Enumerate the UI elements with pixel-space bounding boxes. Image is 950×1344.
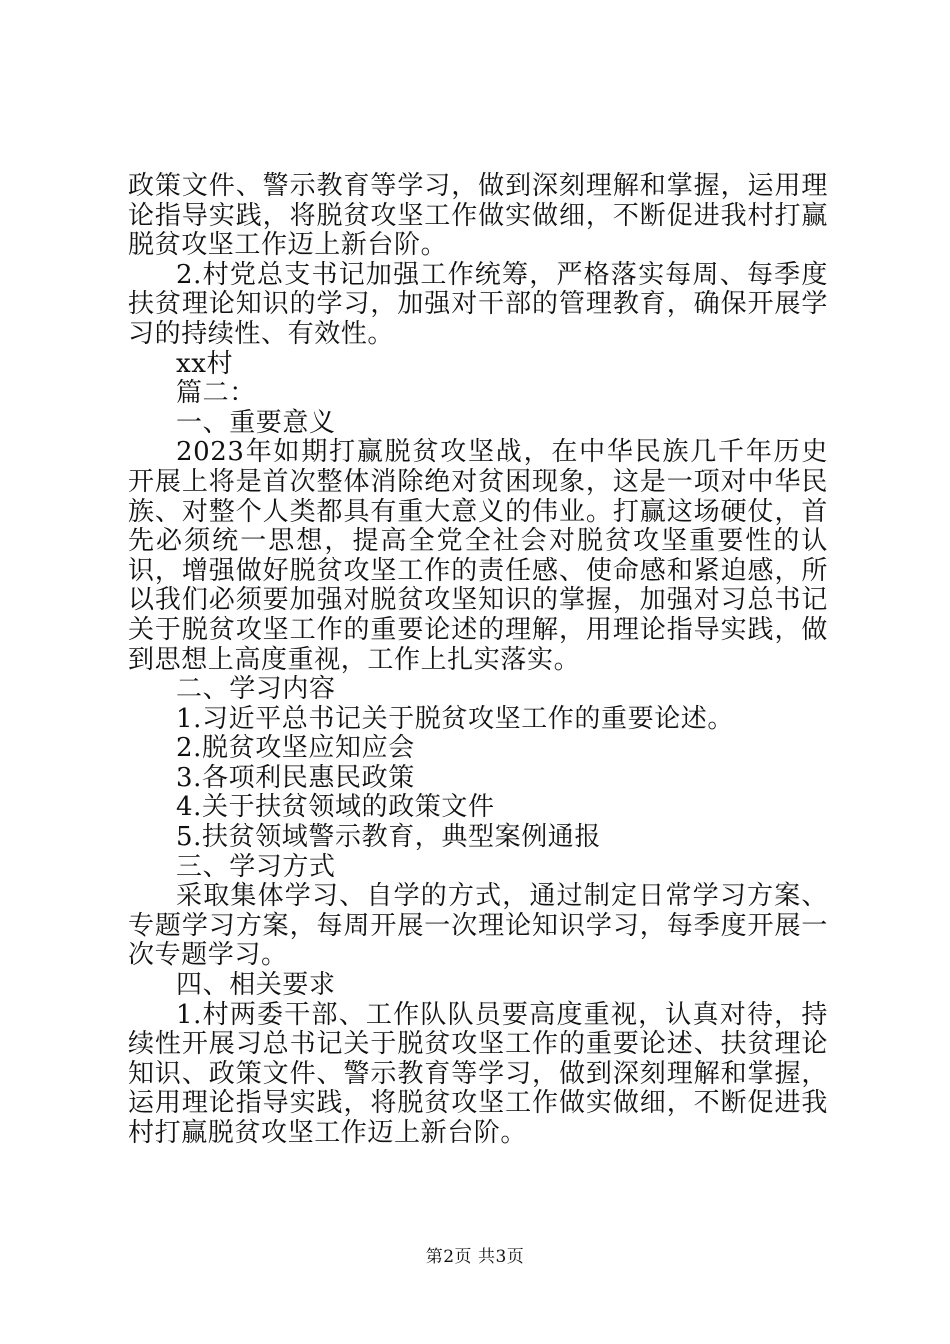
paragraph-requirement-1: 1.村两委干部、工作队队员要高度重视，认真对待，持续性开展习总书记关于脱贫攻坚工作的重要论述、扶贫理论知识、政策文件、警示教育等学习，做到深刻理解和掌握，运用理论指导实践，将脱贫攻坚工作做实做细，不断促进我村打赢脱贫攻坚工作迈上新台阶。 (128, 999, 828, 1148)
section-heading-method: 三、学习方式 (176, 851, 336, 882)
section-heading-content: 二、学习内容 (176, 674, 336, 705)
paragraph-importance: 2023年如期打赢脱贫攻坚战，在中华民族几千年历史开展上将是首次整体消除绝对贫困现象，这是一项对中华民族、对整个人类都具有重大意义的伟业。打赢这场硬仗，首先必须统一思想，提高全党全社会对脱贫攻坚重要性的认识，增强做好脱贫攻坚工作的责任感、使命感和紧迫感，所以我们必须要加强对脱贫攻坚知识的掌握，加强对习总书记关于脱贫攻坚工作的重要论述的理解，用理论指导实践，做到思想上高度重视，工作上扎实落实。 (128, 437, 828, 675)
section-heading-requirements: 四、相关要求 (176, 970, 336, 1001)
paragraph-requirement-2: 2.村党总支书记加强工作统筹，严格落实每周、每季度扶贫理论知识的学习，加强对干部的管理教育，确保开展学习的持续性、有效性。 (128, 259, 828, 349)
paragraph-method: 采取集体学习、自学的方式，通过制定日常学习方案、专题学习方案，每周开展一次理论知识学习，每季度开展一次专题学习。 (128, 881, 828, 971)
paragraph-continuation: 政策文件、警示教育等学习，做到深刻理解和掌握，运用理论指导实践，将脱贫攻坚工作做实做细，不断促进我村打赢脱贫攻坚工作迈上新台阶。 (128, 171, 828, 261)
list-item-content-4: 4.关于扶贫领域的政策文件 (176, 792, 495, 823)
section-heading-part-two: 篇二： (176, 378, 256, 409)
page-number-footer: 第2页 共3页 (425, 1247, 525, 1267)
paragraph-village-signature: xx村 (176, 348, 234, 379)
list-item-content-1: 1.习近平总书记关于脱贫攻坚工作的重要论述。 (176, 703, 735, 734)
list-item-content-5: 5.扶贫领域警示教育，典型案例通报 (176, 822, 602, 853)
list-item-content-2: 2.脱贫攻坚应知应会 (176, 733, 415, 764)
list-item-content-3: 3.各项利民惠民政策 (176, 762, 415, 793)
section-heading-importance: 一、重要意义 (176, 407, 336, 438)
document-body (128, 172, 828, 1149)
